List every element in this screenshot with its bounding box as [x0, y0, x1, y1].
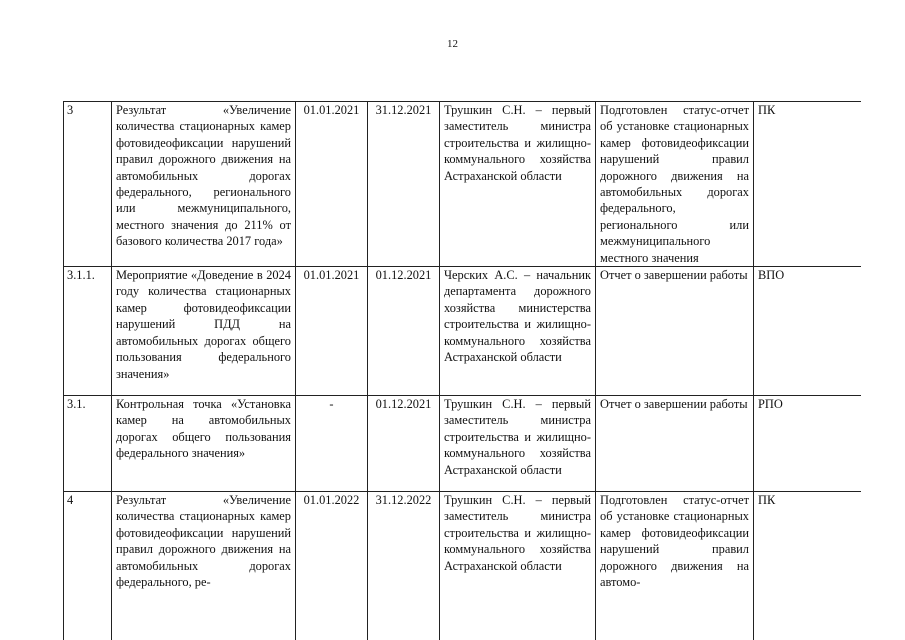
row-number: 3.1.1.: [64, 267, 112, 396]
start-date: 01.01.2021: [296, 267, 368, 396]
start-date: 01.01.2022: [296, 492, 368, 640]
result-document: Подготовлен статус-отчет об установке стационарных камер фотовидеофиксации нарушений правил дорожного движения на автомо-: [596, 492, 754, 640]
row-title: Контрольная точка «Установка камер на автомобильных дорогах общего пользования федерального значения»: [112, 396, 296, 492]
end-date: 01.12.2021: [368, 396, 440, 492]
page-number: 12: [447, 38, 458, 50]
table-row: [64, 267, 862, 396]
row-title: Результат «Увеличение количества стационарных камер фотовидеофиксации нарушений правил дорожного движения на автомобильных дорогах федерального, ре-: [112, 492, 296, 640]
result-document: Отчет о завершении работы: [596, 396, 754, 492]
end-date: 31.12.2022: [368, 492, 440, 640]
control-level-code: ВПО: [754, 267, 862, 396]
result-document: Отчет о завершении работы: [596, 267, 754, 396]
row-number: 4: [64, 492, 112, 640]
responsible-person: Черских А.С. – начальник департамента дорожного хозяйства министерства строительства и жилищно-коммунального хозяйства Астраханской области: [440, 267, 596, 396]
start-date: -: [296, 396, 368, 492]
row-title: Мероприятие «Доведение в 2024 году количества стационарных камер фотовидеофиксации нарушений ПДД на автомобильных дорогах общего пользования федерального значения»: [112, 267, 296, 396]
row-title: Результат «Увеличение количества стационарных камер фотовидеофиксации нарушений правил дорожного движения на автомобильных дорогах федерального, регионального или межмуниципального, местного значения до 211% от базового количества 2017 года»: [112, 102, 296, 267]
responsible-person: Трушкин С.Н. – первый заместитель министра строительства и жилищно-коммунального хозяйства Астраханской области: [440, 492, 596, 640]
table-row: [64, 492, 862, 640]
table-row: [64, 102, 862, 267]
start-date: 01.01.2021: [296, 102, 368, 267]
row-number: 3: [64, 102, 112, 267]
end-date: 31.12.2021: [368, 102, 440, 267]
result-document: Подготовлен статус-отчет об установке стационарных камер фотовидеофиксации нарушений правил дорожного движения на автомобильных дорогах федерального, регионального или межмуниципального местного значения: [596, 102, 754, 267]
control-level-code: ПК: [754, 492, 862, 640]
plan-table-wrapper: [63, 101, 861, 640]
control-level-code: ПК: [754, 102, 862, 267]
end-date: 01.12.2021: [368, 267, 440, 396]
row-number: 3.1.: [64, 396, 112, 492]
responsible-person: Трушкин С.Н. – первый заместитель министра строительства и жилищно-коммунального хозяйства Астраханской области: [440, 102, 596, 267]
table-row: [64, 396, 862, 492]
responsible-person: Трушкин С.Н. – первый заместитель министра строительства и жилищно-коммунального хозяйства Астраханской области: [440, 396, 596, 492]
plan-table: [63, 101, 861, 640]
control-level-code: РПО: [754, 396, 862, 492]
